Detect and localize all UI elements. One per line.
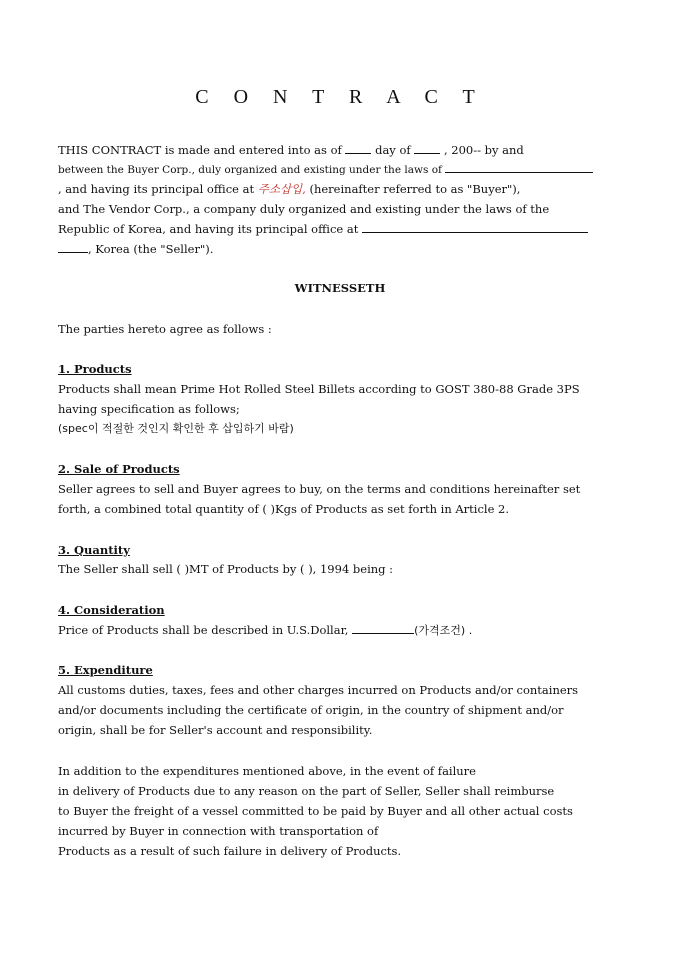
section-5-line: origin, shall be for Seller's account and responsibility. xyxy=(58,723,373,737)
intro-text: Republic of Korea, and having its principal office at xyxy=(58,222,359,236)
section-2-heading: 2. Sale of Products xyxy=(58,462,180,476)
intro-text: day of xyxy=(375,143,411,157)
contract-title: C O N T R A C T xyxy=(195,86,485,108)
section-5-para-2-line: Products as a result of such failure in delivery of Products. xyxy=(58,844,402,858)
intro-text: , and having its principal office at xyxy=(58,182,255,196)
section-4-heading: 4. Consideration xyxy=(58,603,165,617)
intro-line-5 xyxy=(58,222,588,236)
section-5-para-2-line: to Buyer the freight of a vessel committed to be paid by Buyer and all other actual costs xyxy=(58,804,573,818)
intro-text: THIS CONTRACT is made and entered into as of xyxy=(58,143,342,157)
section-3-line: The Seller shall sell ( )MT of Products by ( ), 1994 being : xyxy=(58,562,394,576)
section-5-line: and/or documents including the certificate of origin, in the country of shipment and/or xyxy=(58,703,564,717)
section-1-line: Products shall mean Prime Hot Rolled Steel Billets according to GOST 380-88 Grade 3PS xyxy=(58,382,580,396)
price-blank xyxy=(352,623,414,634)
section-3-heading: 3. Quantity xyxy=(58,543,130,557)
day-blank xyxy=(345,143,371,154)
section-4-line xyxy=(58,623,472,638)
section-1-line: having specification as follows; xyxy=(58,402,240,416)
month-blank xyxy=(414,143,440,154)
intro-text: (hereinafter referred to as "Buyer"), xyxy=(309,182,521,196)
laws-blank xyxy=(445,162,593,173)
intro-text: , Korea (the "Seller"). xyxy=(88,242,214,256)
address-insert-placeholder: 주소삽입, xyxy=(257,182,306,196)
intro-line-6 xyxy=(58,242,213,256)
office-blank xyxy=(362,222,588,233)
intro-text: , 200-- by and xyxy=(443,143,524,157)
section-5-para-2-line: incurred by Buyer in connection with transportation of xyxy=(58,824,379,838)
intro-line-1 xyxy=(58,143,524,157)
section-1-heading: 1. Products xyxy=(58,362,132,376)
section-5-line: All customs duties, taxes, fees and other charges incurred on Products and/or containers xyxy=(58,683,579,697)
section-2-line: forth, a combined total quantity of ( )Kgs of Products as set forth in Article 2. xyxy=(58,502,510,516)
section-5-para-2-line: in delivery of Products due to any reason on the part of Seller, Seller shall reimburse xyxy=(58,784,555,798)
section-5-heading: 5. Expenditure xyxy=(58,663,153,677)
section-5-para-2-line: In addition to the expenditures mentioned above, in the event of failure xyxy=(58,764,476,778)
section-2-line: Seller agrees to sell and Buyer agrees to buy, on the terms and conditions hereinafter set xyxy=(58,482,581,496)
office-blank-2 xyxy=(58,242,88,253)
price-condition-note: (가격조건) . xyxy=(414,624,473,637)
section-1-note: (spec이 적절한 것인지 확인한 후 삽입하기 바람) xyxy=(58,422,294,435)
section-4-text: Price of Products shall be described in U.S.Dollar, xyxy=(58,623,349,637)
agree-line: The parties hereto agree as follows : xyxy=(58,322,272,336)
intro-line-4: and The Vendor Corp., a company duly organized and existing under the laws of the xyxy=(58,202,550,216)
intro-line-2 xyxy=(58,162,593,177)
witnesseth-heading: WITNESSETH xyxy=(294,281,386,295)
intro-line-3 xyxy=(58,182,520,196)
intro-text: between the Buyer Corp., duly organized and existing under the laws of xyxy=(58,164,442,176)
